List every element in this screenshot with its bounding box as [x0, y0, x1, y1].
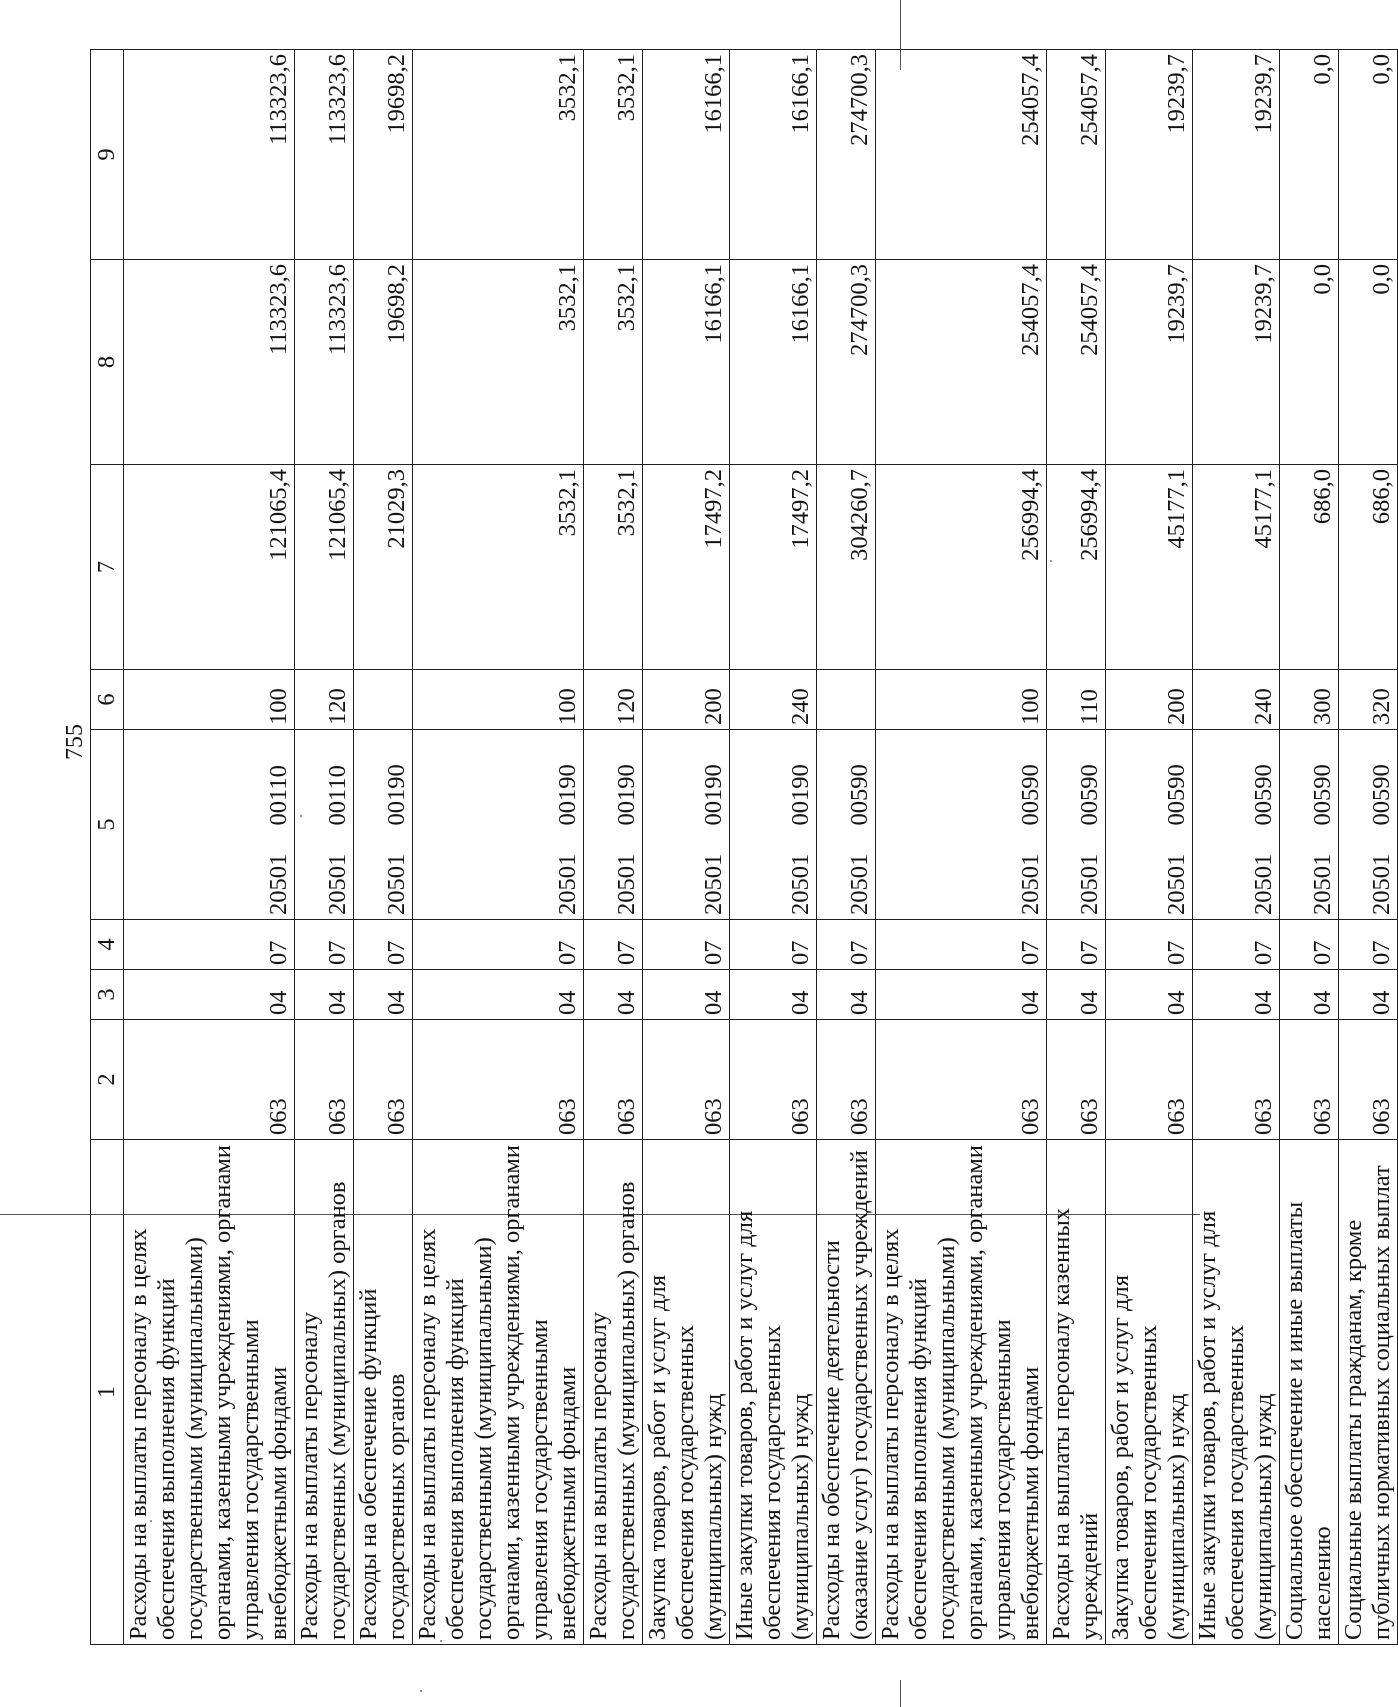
budget-table — [90, 49, 1398, 1645]
target-article-cell: 20501 — [1193, 830, 1280, 920]
expense-type-cell: 320 — [1339, 670, 1398, 730]
target-article-suffix-cell: 00110 — [295, 730, 354, 830]
table-row — [413, 50, 584, 1645]
section-code-cell: 04 — [354, 970, 413, 1020]
subsection-code-cell: 07 — [730, 920, 817, 970]
target-article-suffix-cell: 00110 — [124, 730, 295, 830]
expense-type-cell: 240 — [730, 670, 817, 730]
admin-code-cell: 063 — [1193, 1020, 1280, 1140]
amount-col9-cell: 113323,6 — [295, 50, 354, 260]
amount-col8-cell: 0,0 — [1280, 260, 1339, 465]
amount-col8-cell: 16166,1 — [730, 260, 817, 465]
column-header: 9 — [91, 50, 124, 260]
subsection-code-cell: 07 — [817, 920, 876, 970]
target-article-cell: 20501 — [354, 830, 413, 920]
amount-col9-cell: 113323,6 — [124, 50, 295, 260]
section-code-cell: 04 — [817, 970, 876, 1020]
amount-col7-cell: 121065,4 — [295, 465, 354, 670]
amount-col8-cell: 274700,3 — [817, 260, 876, 465]
subsection-code-cell: 07 — [1280, 920, 1339, 970]
target-article-suffix-cell: 00190 — [413, 730, 584, 830]
admin-code-cell: 063 — [876, 1020, 1047, 1140]
amount-col9-cell: 19239,7 — [1193, 50, 1280, 260]
section-code-cell: 04 — [1280, 970, 1339, 1020]
amount-col7-cell: 256994,4 — [1047, 465, 1106, 670]
table-row — [295, 50, 354, 1645]
admin-code-cell: 063 — [1106, 1020, 1193, 1140]
admin-code-cell: 063 — [817, 1020, 876, 1140]
page-number: 755 — [62, 724, 88, 760]
subsection-code-cell: 07 — [1339, 920, 1398, 970]
subsection-code-cell: 07 — [1193, 920, 1280, 970]
subsection-code-cell: 07 — [584, 920, 643, 970]
expense-type-cell: 300 — [1280, 670, 1339, 730]
table-body — [124, 50, 1398, 1645]
amount-col8-cell: 254057,4 — [1047, 260, 1106, 465]
section-code-cell: 04 — [295, 970, 354, 1020]
target-article-suffix-cell: 00590 — [1106, 730, 1193, 830]
row-name-cell: Расходы на обеспечение деятельности (оказание услуг) государственных учреждений — [817, 1140, 876, 1645]
amount-col7-cell: 256994,4 — [876, 465, 1047, 670]
amount-col8-cell: 16166,1 — [643, 260, 730, 465]
table-row — [1047, 50, 1106, 1645]
table-row — [124, 50, 295, 1645]
admin-code-cell: 063 — [643, 1020, 730, 1140]
amount-col7-cell: 3532,1 — [413, 465, 584, 670]
amount-col9-cell: 254057,4 — [1047, 50, 1106, 260]
target-article-cell: 20501 — [1280, 830, 1339, 920]
admin-code-cell: 063 — [1047, 1020, 1106, 1140]
table-row — [1339, 50, 1398, 1645]
target-article-cell: 20501 — [817, 830, 876, 920]
amount-col9-cell: 0,0 — [1280, 50, 1339, 260]
expense-type-cell: 120 — [295, 670, 354, 730]
expense-type-cell — [817, 670, 876, 730]
section-code-cell: 04 — [1339, 970, 1398, 1020]
section-code-cell: 04 — [413, 970, 584, 1020]
target-article-cell: 20501 — [413, 830, 584, 920]
target-article-suffix-cell: 00590 — [1193, 730, 1280, 830]
subsection-code-cell: 07 — [876, 920, 1047, 970]
amount-col9-cell: 274700,3 — [817, 50, 876, 260]
amount-col9-cell: 254057,4 — [876, 50, 1047, 260]
target-article-cell: 20501 — [584, 830, 643, 920]
expense-type-cell: 110 — [1047, 670, 1106, 730]
rotated-table-sheet — [90, 50, 1395, 1645]
expense-type-cell — [354, 670, 413, 730]
row-name-cell: Расходы на выплаты персоналу государственных (муниципальных) органов — [584, 1140, 643, 1645]
amount-col8-cell: 113323,6 — [295, 260, 354, 465]
subsection-code-cell: 07 — [1047, 920, 1106, 970]
admin-code-cell: 063 — [584, 1020, 643, 1140]
header-row — [91, 50, 124, 1645]
amount-col7-cell: 21029,3 — [354, 465, 413, 670]
table-row — [354, 50, 413, 1645]
table-row — [730, 50, 817, 1645]
amount-col8-cell: 254057,4 — [876, 260, 1047, 465]
subsection-code-cell: 07 — [413, 920, 584, 970]
section-code-cell: 04 — [1106, 970, 1193, 1020]
section-code-cell: 04 — [124, 970, 295, 1020]
column-header: 5 — [91, 730, 124, 920]
admin-code-cell: 063 — [1339, 1020, 1398, 1140]
table-row — [584, 50, 643, 1645]
amount-col7-cell: 17497,2 — [730, 465, 817, 670]
amount-col9-cell: 19698,2 — [354, 50, 413, 260]
amount-col7-cell: 121065,4 — [124, 465, 295, 670]
amount-col7-cell: 45177,1 — [1193, 465, 1280, 670]
amount-col8-cell: 3532,1 — [584, 260, 643, 465]
expense-type-cell: 100 — [413, 670, 584, 730]
expense-type-cell: 200 — [1106, 670, 1193, 730]
crop-mark-vertical-bottom — [900, 1680, 901, 1707]
amount-col9-cell: 19239,7 — [1106, 50, 1193, 260]
amount-col8-cell: 19698,2 — [354, 260, 413, 465]
target-article-suffix-cell: 00190 — [643, 730, 730, 830]
amount-col9-cell: 0,0 — [1339, 50, 1398, 260]
column-header: 6 — [91, 670, 124, 730]
target-article-suffix-cell: 00590 — [1047, 730, 1106, 830]
table-row — [1280, 50, 1339, 1645]
expense-type-cell: 120 — [584, 670, 643, 730]
target-article-cell: 20501 — [643, 830, 730, 920]
row-name-cell: Иные закупки товаров, работ и услуг для обеспечения государственных (муниципальных) нужд — [730, 1140, 817, 1645]
amount-col7-cell: 304260,7 — [817, 465, 876, 670]
amount-col7-cell: 3532,1 — [584, 465, 643, 670]
amount-col9-cell: 16166,1 — [730, 50, 817, 260]
section-code-cell: 04 — [643, 970, 730, 1020]
column-header: 2 — [91, 1020, 124, 1140]
scan-speck — [420, 1690, 422, 1692]
admin-code-cell: 063 — [413, 1020, 584, 1140]
expense-type-cell: 200 — [643, 670, 730, 730]
table-row — [817, 50, 876, 1645]
column-header: 4 — [91, 920, 124, 970]
section-code-cell: 04 — [876, 970, 1047, 1020]
amount-col9-cell: 3532,1 — [413, 50, 584, 260]
row-name-cell: Закупка товаров, работ и услуг для обеспечения государственных (муниципальных) нужд — [1106, 1140, 1193, 1645]
amount-col9-cell: 16166,1 — [643, 50, 730, 260]
amount-col7-cell: 686,0 — [1280, 465, 1339, 670]
amount-col7-cell: 686,0 — [1339, 465, 1398, 670]
section-code-cell: 04 — [1047, 970, 1106, 1020]
target-article-suffix-cell: 00190 — [584, 730, 643, 830]
target-article-suffix-cell: 00190 — [354, 730, 413, 830]
section-code-cell: 04 — [730, 970, 817, 1020]
target-article-suffix-cell: 00190 — [730, 730, 817, 830]
admin-code-cell: 063 — [295, 1020, 354, 1140]
row-name-cell: Расходы на выплаты персоналу казенных учреждений — [1047, 1140, 1106, 1645]
amount-col8-cell: 113323,6 — [124, 260, 295, 465]
expense-type-cell: 100 — [876, 670, 1047, 730]
amount-col8-cell: 3532,1 — [413, 260, 584, 465]
row-name-cell: Закупка товаров, работ и услуг для обеспечения государственных (муниципальных) нужд — [643, 1140, 730, 1645]
amount-col8-cell: 19239,7 — [1193, 260, 1280, 465]
amount-col9-cell: 3532,1 — [584, 50, 643, 260]
target-article-cell: 20501 — [876, 830, 1047, 920]
subsection-code-cell: 07 — [643, 920, 730, 970]
table-row — [643, 50, 730, 1645]
amount-col8-cell: 0,0 — [1339, 260, 1398, 465]
target-article-cell: 20501 — [295, 830, 354, 920]
target-article-cell: 20501 — [1047, 830, 1106, 920]
column-header: 3 — [91, 970, 124, 1020]
column-header: 8 — [91, 260, 124, 465]
admin-code-cell: 063 — [1280, 1020, 1339, 1140]
target-article-cell: 20501 — [730, 830, 817, 920]
expense-type-cell: 100 — [124, 670, 295, 730]
row-name-cell: Иные закупки товаров, работ и услуг для обеспечения государственных (муниципальных) нужд — [1193, 1140, 1280, 1645]
expense-type-cell: 240 — [1193, 670, 1280, 730]
row-name-cell: Расходы на выплаты персоналу в целях обеспечения выполнения функций государственными (муниципальными) органами, казенными учреждениями, органами управления государственными внебюджетными фондами — [413, 1140, 584, 1645]
row-name-cell: Расходы на выплаты персоналу в целях обеспечения выполнения функций государственными (муниципальными) органами, казенными учреждениями, органами управления государственными внебюджетными фондами — [124, 1140, 295, 1645]
column-header: 1 — [91, 1140, 124, 1645]
target-article-suffix-cell: 00590 — [876, 730, 1047, 830]
subsection-code-cell: 07 — [1106, 920, 1193, 970]
row-name-cell: Социальное обеспечение и иные выплаты населению — [1280, 1140, 1339, 1645]
subsection-code-cell: 07 — [295, 920, 354, 970]
target-article-cell: 20501 — [1106, 830, 1193, 920]
amount-col7-cell: 17497,2 — [643, 465, 730, 670]
row-name-cell: Расходы на выплаты персоналу государственных (муниципальных) органов — [295, 1140, 354, 1645]
target-article-cell: 20501 — [124, 830, 295, 920]
section-code-cell: 04 — [1193, 970, 1280, 1020]
target-article-cell: 20501 — [1339, 830, 1398, 920]
table-row — [1106, 50, 1193, 1645]
row-name-cell: Расходы на обеспечение функций государственных органов — [354, 1140, 413, 1645]
table-row — [1193, 50, 1280, 1645]
amount-col7-cell: 45177,1 — [1106, 465, 1193, 670]
section-code-cell: 04 — [584, 970, 643, 1020]
table-row — [876, 50, 1047, 1645]
row-name-cell: Расходы на выплаты персоналу в целях обеспечения выполнения функций государственными (муниципальными) органами, казенными учреждениями, органами управления государственными внебюджетными фондами — [876, 1140, 1047, 1645]
target-article-suffix-cell: 00590 — [817, 730, 876, 830]
subsection-code-cell: 07 — [124, 920, 295, 970]
target-article-suffix-cell: 00590 — [1280, 730, 1339, 830]
admin-code-cell: 063 — [730, 1020, 817, 1140]
subsection-code-cell: 07 — [354, 920, 413, 970]
amount-col8-cell: 19239,7 — [1106, 260, 1193, 465]
row-name-cell: Социальные выплаты гражданам, кроме публичных нормативных социальных выплат — [1339, 1140, 1398, 1645]
admin-code-cell: 063 — [124, 1020, 295, 1140]
target-article-suffix-cell: 00590 — [1339, 730, 1398, 830]
column-header: 7 — [91, 465, 124, 670]
admin-code-cell: 063 — [354, 1020, 413, 1140]
